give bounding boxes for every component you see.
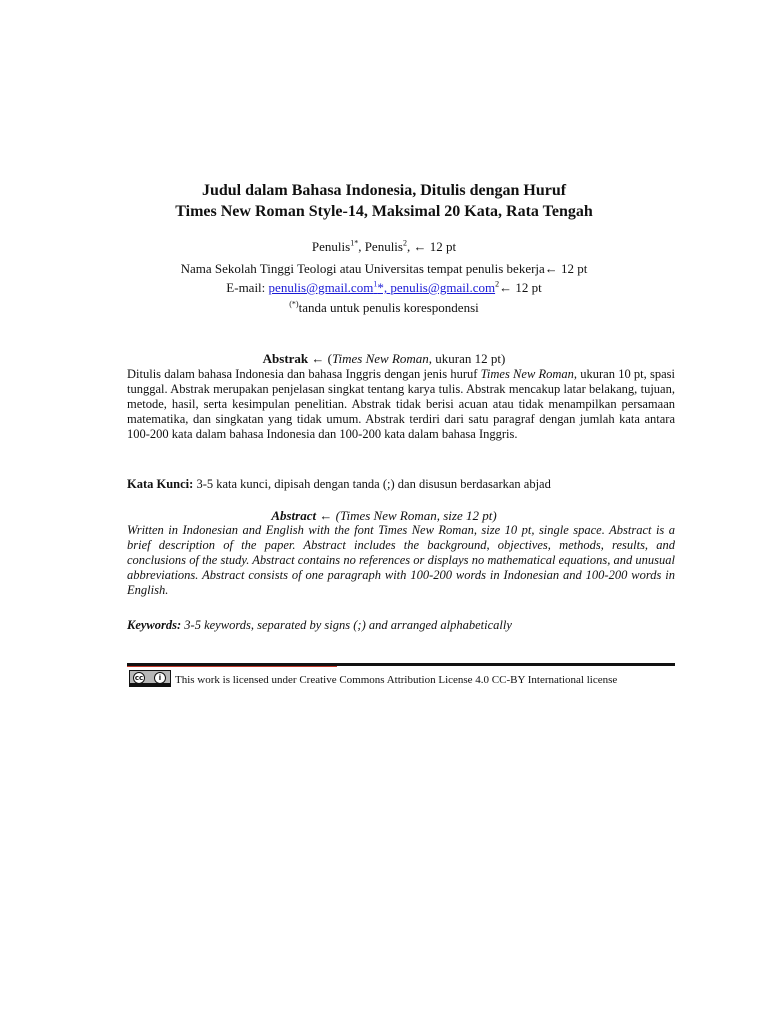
title-line-2: Times New Roman Style-14, Maksimal 20 Kata, Rata Tengah xyxy=(175,203,593,220)
affiliation: Nama Sekolah Tinggi Teologi atau Universitas tempat penulis bekerja← 12 pt xyxy=(180,261,588,276)
correspondence-text: tanda untuk penulis korespondensi xyxy=(298,300,479,315)
by-strip xyxy=(130,683,170,686)
kata-kunci-text: 3-5 kata kunci, dipisah dengan tanda (;) dan disusun berdasarkan abjad xyxy=(193,477,551,491)
license-text: This work is licensed under Creative Commons Attribution License 4.0 CC-BY International license xyxy=(175,674,618,686)
abstrak-heading: Abstrak ← (Times New Roman, ukuran 12 pt) xyxy=(262,351,506,366)
keywords-text: 3-5 keywords, separated by signs (;) and arranged alphabetically xyxy=(181,618,512,632)
abstract-heading: Abstract ← (Times New Roman, size 12 pt) xyxy=(271,508,497,523)
abstract-label: Abstract xyxy=(271,508,317,523)
author-line: Penulis$^{1*}$, Penulis$^2$, ← 12 pt xyxy=(311,238,457,254)
keywords-label: Keywords: xyxy=(127,618,182,632)
author-suffix: , ← 12 pt xyxy=(406,239,457,254)
email-link-1[interactable]: penulis@gmail.com$^1$*, penulis@gmail.com xyxy=(268,279,496,295)
correspondence-mark: (*) xyxy=(289,299,299,309)
email-label: E-mail: xyxy=(226,280,269,295)
keywords xyxy=(127,618,675,633)
email-suffix: ← 12 pt xyxy=(499,280,542,295)
abstrak-body: Ditulis dalam bahasa Indonesia dan bahasa Inggris dengan jenis huruf Times New Roman, ukuran 10 pt, spasi tunggal. Abstrak merupakan penjelasan singkat tentang karya tulis. Abstrak mencakup latar belakang, tujuan, metode, hasil, serta kesimpulan penelitian. Abstrak tidak berisi acuan atau tidak menampilkan persamaan matematika, dan singkatan yang tidak umum. Abstrak terdiri dari satu paragraf dengan jumlah kata antara 100-200 kata dalam bahasa Indonesia dan 100-200 kata dalam bahasa Inggris. xyxy=(127,367,675,441)
author-1-affil: 1* xyxy=(350,238,359,248)
paper-title xyxy=(0,180,768,222)
author-1: Penulis xyxy=(311,239,351,254)
kata-kunci xyxy=(127,477,675,492)
correspondence-note xyxy=(0,299,768,317)
footer-accent-rule xyxy=(127,666,337,667)
cc-by-license-icon[interactable] xyxy=(129,670,171,687)
cc-icon: cc xyxy=(134,674,144,682)
email-line xyxy=(0,279,768,297)
email-link-2-affil: 2 xyxy=(495,279,500,289)
author-2: Penulis xyxy=(364,239,403,254)
author-2-affil: 2 xyxy=(402,238,407,248)
title-line-1: Judul dalam Bahasa Indonesia, Ditulis dengan Huruf xyxy=(201,182,567,199)
abstract-body: Written in Indonesian and English with the font Times New Roman, size 10 pt, single space. Abstract is a brief description of the paper. Abstract includes the background, objectives, methods, results, and conclusions of the study. Abstract contains no references or displays no mathematical equations, and unusual abbreviations. Abstract consists of one paragraph with 100-200 words in Indonesian and 100-200 words in English. xyxy=(127,523,675,597)
kata-kunci-label: Kata Kunci: xyxy=(127,477,194,491)
attribution-icon: i xyxy=(154,672,166,684)
abstrak-label: Abstrak xyxy=(262,351,309,366)
